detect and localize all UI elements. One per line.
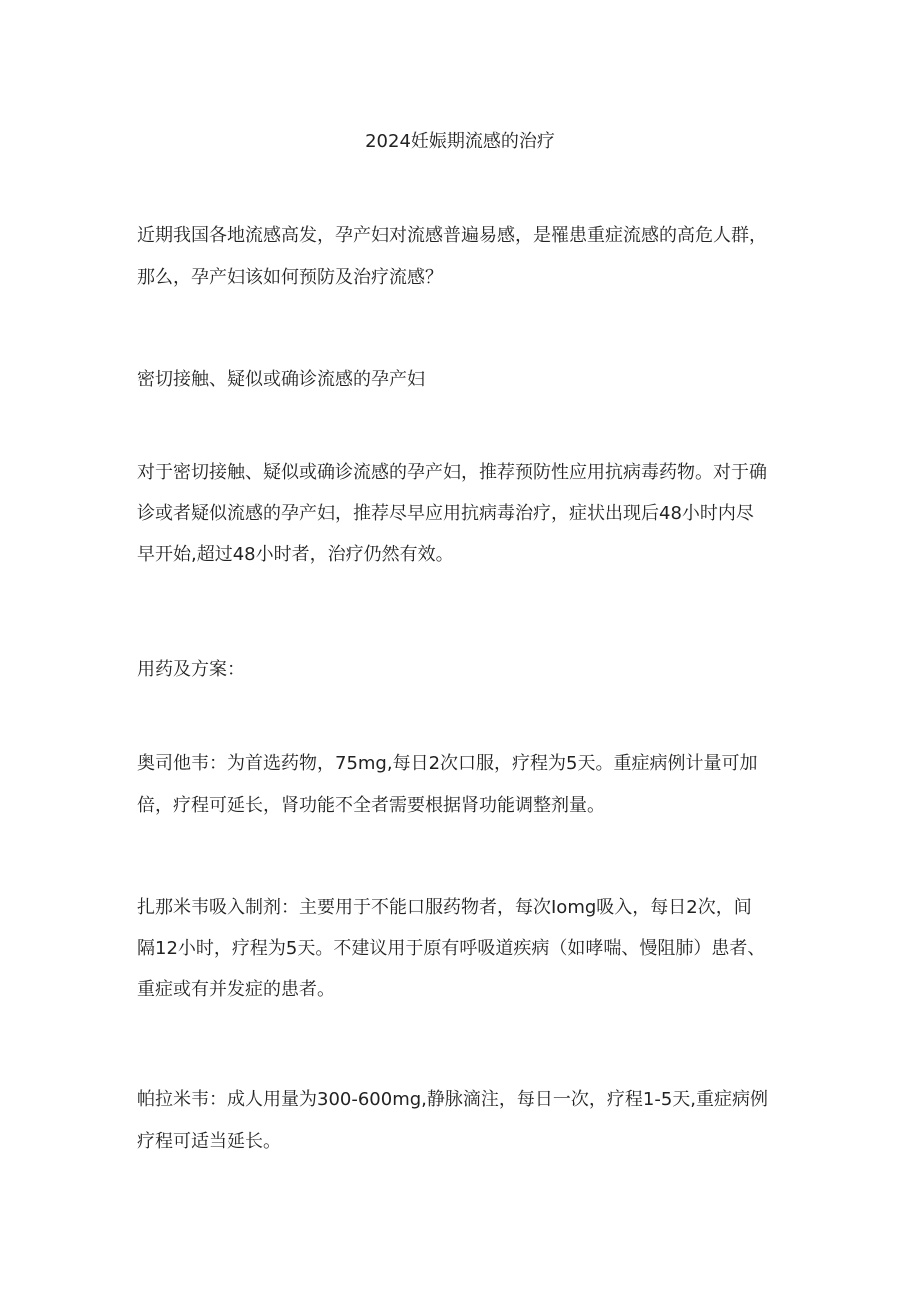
paragraph-zanamivir (137, 891, 797, 1014)
paragraph-intro (137, 219, 797, 303)
heading-line: 密切接触、疑似或确诊流感的孕产妇 (137, 369, 425, 390)
paragraph-oseltamivir (137, 747, 797, 831)
paragraph-line: 近期我国各地流感高发，孕产妇对流感普遍易感，是罹患重症流感的高危人群， (137, 225, 767, 246)
paragraph-line: 隔12小时，疗程为5天。不建议用于原有呼吸道疾病（如哮喘、慢阻肺）患者、 (137, 938, 766, 959)
paragraph-recommendation (137, 456, 797, 579)
paragraph-line: 对于密切接触、疑似或确诊流感的孕产妇，推荐预防性应用抗病毒药物。对于确 (137, 462, 767, 483)
paragraph-line: 重症或有并发症的患者。 (137, 979, 335, 1000)
section-heading-medication (137, 653, 797, 687)
paragraph-line: 疗程可适当延长。 (137, 1131, 281, 1152)
document-title: 2024妊娠期流感的治疗 (365, 131, 555, 152)
paragraph-peramivir (137, 1083, 797, 1167)
paragraph-line: 扎那米韦吸入制剂：主要用于不能口服药物者，每次Iomg吸入，每日2次，间 (137, 897, 752, 918)
paragraph-line: 倍，疗程可延长，肾功能不全者需要根据肾功能调整剂量。 (137, 795, 605, 816)
paragraph-line: 诊或者疑似流感的孕产妇，推荐尽早应用抗病毒治疗，症状出现后48小时内尽 (137, 503, 754, 524)
paragraph-line: 早开始,超过48小时者，治疗仍然有效。 (137, 544, 454, 565)
paragraph-line: 奥司他韦：为首选药物，75mg,每日2次口服，疗程为5天。重症病例计量可加 (137, 753, 758, 774)
paragraph-line: 那么，孕产妇该如何预防及治疗流感？ (137, 267, 443, 288)
paragraph-line: 帕拉米韦：成人用量为300-600mg,静脉滴注，每日一次，疗程1-5天,重症病例 (137, 1089, 769, 1110)
heading-line: 用药及方案： (137, 659, 245, 680)
section-heading-close-contact (137, 363, 797, 397)
